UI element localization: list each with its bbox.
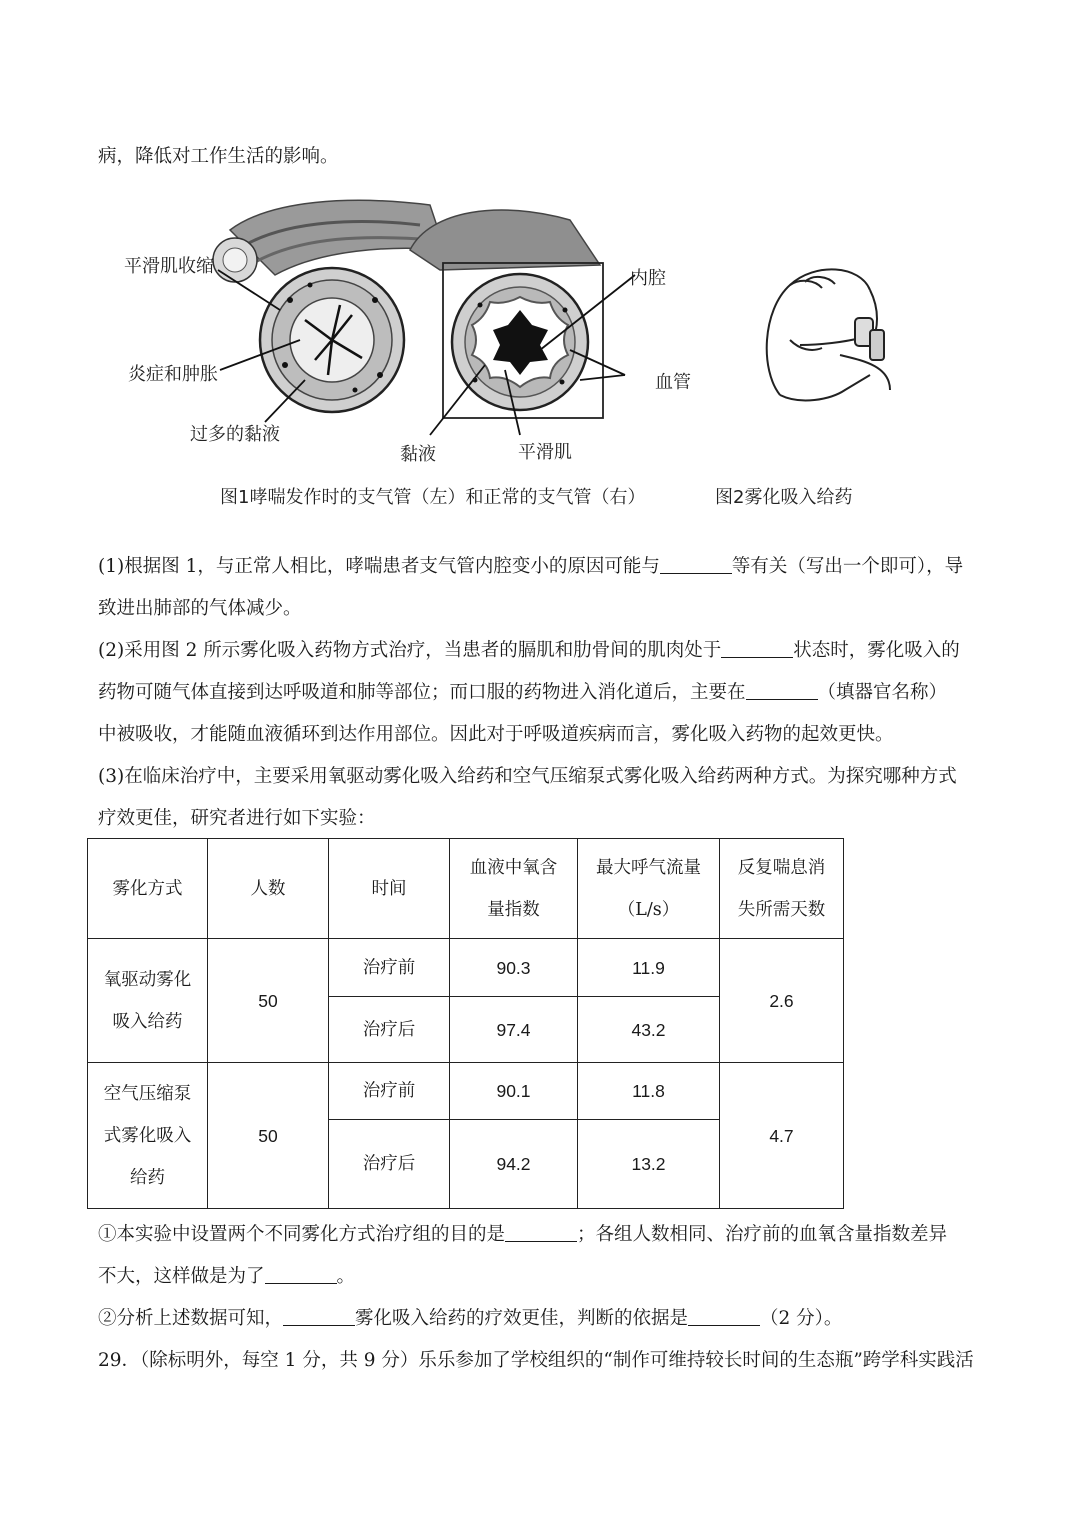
q2-text-c: 药物可随气体直接到达呼吸道和肺等部位；而口服的药物进入消化道后，主要在 <box>98 682 746 703</box>
cell-method: 空气压缩泵 式雾化吸入 给药 <box>88 1063 208 1209</box>
sub1-line2 <box>98 1262 355 1288</box>
cell-flow: 11.8 <box>578 1063 720 1120</box>
q2-line1 <box>98 636 960 662</box>
sub2-text-a: ②分析上述数据可知， <box>98 1308 284 1329</box>
table-row <box>88 939 844 997</box>
figure1-caption: 图1哮喘发作时的支气管（左）和正常的支气管（右） <box>220 487 646 508</box>
q2-text-a: (2)采用图 2 所示雾化吸入药物方式治疗，当患者的膈肌和肋骨间的肌肉处于 <box>98 640 722 661</box>
header-oxygen: 血液中氧含 量指数 <box>450 839 578 939</box>
q1-line1 <box>98 552 963 578</box>
cell-flow: 13.2 <box>578 1120 720 1209</box>
q2-text-b: 状态时，雾化吸入的 <box>793 640 960 661</box>
sub2-line1 <box>98 1304 842 1330</box>
sub1-text-c: 不大，这样做是为了 <box>98 1266 265 1287</box>
normal-bronchus-drawing <box>410 210 603 418</box>
q2-line2 <box>98 678 947 704</box>
header-flow: 最大呼气流量 （L/s） <box>578 839 720 939</box>
cell-flow: 11.9 <box>578 939 720 997</box>
sub1-line1 <box>98 1220 947 1246</box>
table-row <box>88 1063 844 1120</box>
sub1-text-a: ①本实验中设置两个不同雾化方式治疗组的目的是 <box>98 1224 506 1245</box>
label-blood-vessel: 血管 <box>655 372 691 393</box>
sub1-text-b: ；各组人数相同、治疗前的血氧含量指数差异 <box>577 1224 948 1245</box>
header-time: 时间 <box>329 839 450 939</box>
answer-blank[interactable] <box>283 1307 355 1327</box>
cell-days: 2.6 <box>720 939 844 1063</box>
label-smooth-muscle: 平滑肌 <box>518 442 572 463</box>
label-mucus: 黏液 <box>400 444 436 465</box>
header-days: 反复喘息消 失所需天数 <box>720 839 844 939</box>
cell-count: 50 <box>208 939 329 1063</box>
label-lumen: 内腔 <box>630 268 666 289</box>
cell-days: 4.7 <box>720 1063 844 1209</box>
label-smooth-muscle-contract: 平滑肌收缩 <box>124 256 214 277</box>
cell-oxygen: 94.2 <box>450 1120 578 1209</box>
answer-blank[interactable] <box>265 1265 337 1285</box>
table-header-row <box>88 839 844 939</box>
label-excess-mucus: 过多的黏液 <box>190 424 280 445</box>
q29-line: 29．（除标明外，每空 1 分，共 9 分）乐乐参加了学校组织的“制作可维持较长时间的生态瓶”跨学科实践活 <box>98 1350 974 1371</box>
cell-oxygen: 90.3 <box>450 939 578 997</box>
cell-time: 治疗前 <box>329 939 450 997</box>
header-method: 雾化方式 <box>88 839 208 939</box>
cell-method: 氧驱动雾化 吸入给药 <box>88 939 208 1063</box>
answer-blank[interactable] <box>660 555 732 575</box>
sub1-text-d: 。 <box>336 1266 356 1287</box>
experiment-table <box>87 838 844 1209</box>
cell-time: 治疗后 <box>329 1120 450 1209</box>
answer-blank[interactable] <box>746 681 818 701</box>
q3-line2: 疗效更佳，研究者进行如下实验： <box>98 808 376 829</box>
sub2-text-b: 雾化吸入给药的疗效更佳，判断的依据是 <box>355 1308 689 1329</box>
figure2-caption: 图2雾化吸入给药 <box>715 487 853 508</box>
figure-bronchi <box>100 190 920 520</box>
cell-time: 治疗前 <box>329 1063 450 1120</box>
q1-text-b: 等有关（写出一个即可），导 <box>731 556 964 577</box>
cell-oxygen: 90.1 <box>450 1063 578 1120</box>
intro-tail-text: 病，降低对工作生活的影响。 <box>98 146 339 167</box>
q1-line2: 致进出肺部的气体减少。 <box>98 598 302 619</box>
q2-text-d: （填器官名称） <box>817 682 948 703</box>
answer-blank[interactable] <box>688 1307 760 1327</box>
sub2-text-c: （2 分）。 <box>760 1308 843 1329</box>
q1-text-a: (1)根据图 1，与正常人相比，哮喘患者支气管内腔变小的原因可能与 <box>98 556 660 577</box>
cell-time: 治疗后 <box>329 997 450 1063</box>
answer-blank[interactable] <box>721 639 793 659</box>
cell-count: 50 <box>208 1063 329 1209</box>
bronchi-illustration <box>100 190 920 520</box>
cell-oxygen: 97.4 <box>450 997 578 1063</box>
answer-blank[interactable] <box>505 1223 577 1243</box>
q2-line3: 中被吸收，才能随血液循环到达作用部位。因此对于呼吸道疾病而言，雾化吸入药物的起效更快。 <box>98 724 894 745</box>
asthma-bronchus-drawing <box>213 200 445 412</box>
label-inflammation: 炎症和肿胀 <box>128 364 218 385</box>
cell-flow: 43.2 <box>578 997 720 1063</box>
child-nebulizer-drawing <box>767 269 890 400</box>
header-count: 人数 <box>208 839 329 939</box>
q3-line1: (3)在临床治疗中，主要采用氧驱动雾化吸入给药和空气压缩泵式雾化吸入给药两种方式。为探究哪种方式 <box>98 766 957 787</box>
